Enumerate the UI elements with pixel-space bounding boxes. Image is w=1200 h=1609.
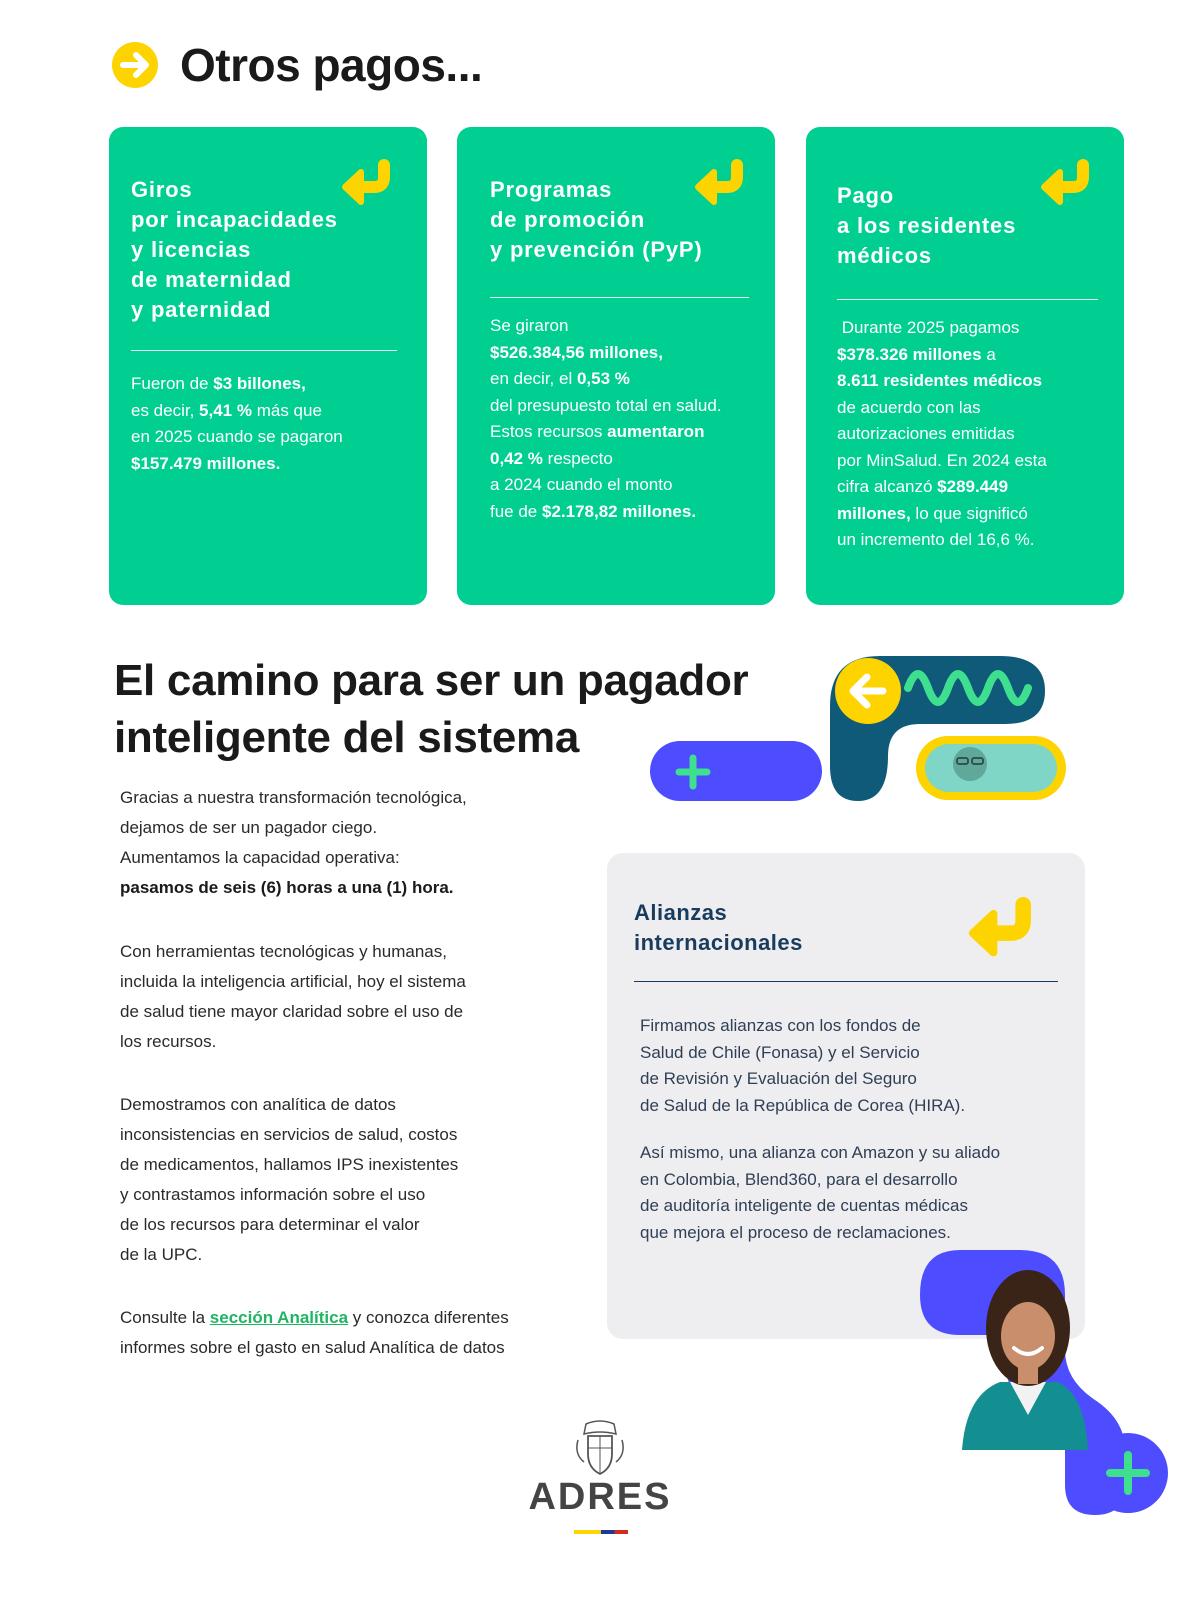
card-body <box>131 371 417 477</box>
arrow-right-icon <box>110 40 160 90</box>
card-body-line: es decir, 5,41 % más que <box>131 400 322 420</box>
page-title: Otros pagos... <box>180 39 483 91</box>
doctor-illustration <box>920 1250 1170 1515</box>
divider <box>837 299 1098 300</box>
adres-logo: ADRES <box>528 1476 672 1518</box>
decorative-graphic <box>640 646 1080 806</box>
card-body-line: del presupuesto total en salud. <box>490 395 722 415</box>
card-body-line: autorizaciones emitidas <box>837 424 1015 443</box>
card-body <box>490 313 765 525</box>
card-body-line: por MinSalud. En 2024 esta <box>837 450 1047 470</box>
card-incapacidades <box>109 127 427 605</box>
card-body-line: Estos recursos aumentaron <box>490 422 705 441</box>
card-pyp <box>457 127 775 605</box>
alliances-paragraph-2: Así mismo, una alianza con Amazon y su aliado en Colombia, Blend360, para el desarrollo de auditoría inteligente de cuentas médicas que mejora el proceso de reclamaciones. <box>640 1143 1001 1242</box>
face-shape <box>1001 1302 1055 1370</box>
card-body-line: fue de $2.178,82 millones. <box>490 501 697 521</box>
paragraph-consult: Consulte la sección Analítica y conozca diferentes informes sobre el gasto en salud Analítica de datos <box>120 1308 509 1357</box>
divider <box>634 981 1058 982</box>
card-body-line: Durante 2025 pagamos <box>837 318 1020 337</box>
card-body-line: $378.326 millones a <box>837 344 996 364</box>
card-title: Programas de promoción y prevención (PyP) <box>490 177 703 262</box>
analitica-section-link[interactable]: sección Analítica <box>209 1308 349 1327</box>
card-body-line: cifra alcanzó $289.449 <box>837 477 1009 496</box>
card-body-line: Fueron de $3 billones, <box>131 374 306 393</box>
divider <box>131 350 397 351</box>
alliances-title: Alianzas internacionales <box>634 900 803 955</box>
card-body-line: millones, lo que significó <box>837 503 1028 523</box>
return-arrow-icon <box>1038 159 1096 207</box>
paragraph-tools: Con herramientas tecnológicas y humanas, incluida la inteligencia artificial, hoy el sistema de salud tiene mayor claridad sobre el uso de los recursos. <box>120 942 466 1051</box>
return-arrow-icon <box>965 897 1040 959</box>
card-body-line: Se giraron <box>490 316 569 335</box>
paragraph-analytics: Demostramos con analítica de datos inconsistencias en servicios de salud, costos de medicamentos, hallamos IPS inexistentes y contrastamos información sobre el uso de los recursos para determinar el valor de la UPC. <box>120 1095 459 1264</box>
paragraph-transformation: Gracias a nuestra transformación tecnológica, dejamos de ser un pagador ciego. Aumentamos la capacidad operativa: pasamos de seis (6) horas a una (1) hora. <box>120 788 467 897</box>
section-title: El camino para ser un pagador inteligente del sistema <box>114 656 749 762</box>
divider <box>490 297 749 298</box>
coat-of-arms-icon <box>572 1418 628 1478</box>
card-body-line: a 2024 cuando el monto <box>490 475 673 494</box>
card-body-line: en decir, el 0,53 % <box>490 369 630 388</box>
card-body-line: de acuerdo con las <box>837 397 981 417</box>
colombia-flag-stripe <box>574 1530 628 1534</box>
card-body-line: $526.384,56 millones, <box>490 342 663 362</box>
return-arrow-icon <box>339 159 397 207</box>
card-body-line: 0,42 % respecto <box>490 448 613 468</box>
card-title: Pago a los residentes médicos <box>837 183 1017 268</box>
card-title: Giros por incapacidades y licencias de maternidad y paternidad <box>131 177 338 322</box>
card-residentes <box>806 127 1124 605</box>
card-body <box>837 315 1114 554</box>
card-body-line: $157.479 millones. <box>131 453 281 473</box>
banknote-icon <box>925 744 1057 792</box>
card-body-line: 8.611 residentes médicos <box>837 371 1043 390</box>
alliances-paragraph-1: Firmamos alianzas con los fondos de Salud de Chile (Fonasa) y el Servicio de Revisión y Evaluación del Seguro de Salud de la República de Corea (HIRA). <box>640 1016 966 1115</box>
card-body-line: en 2025 cuando se pagaron <box>131 427 343 446</box>
card-body-line: un incremento del 16,6 %. <box>837 530 1035 549</box>
